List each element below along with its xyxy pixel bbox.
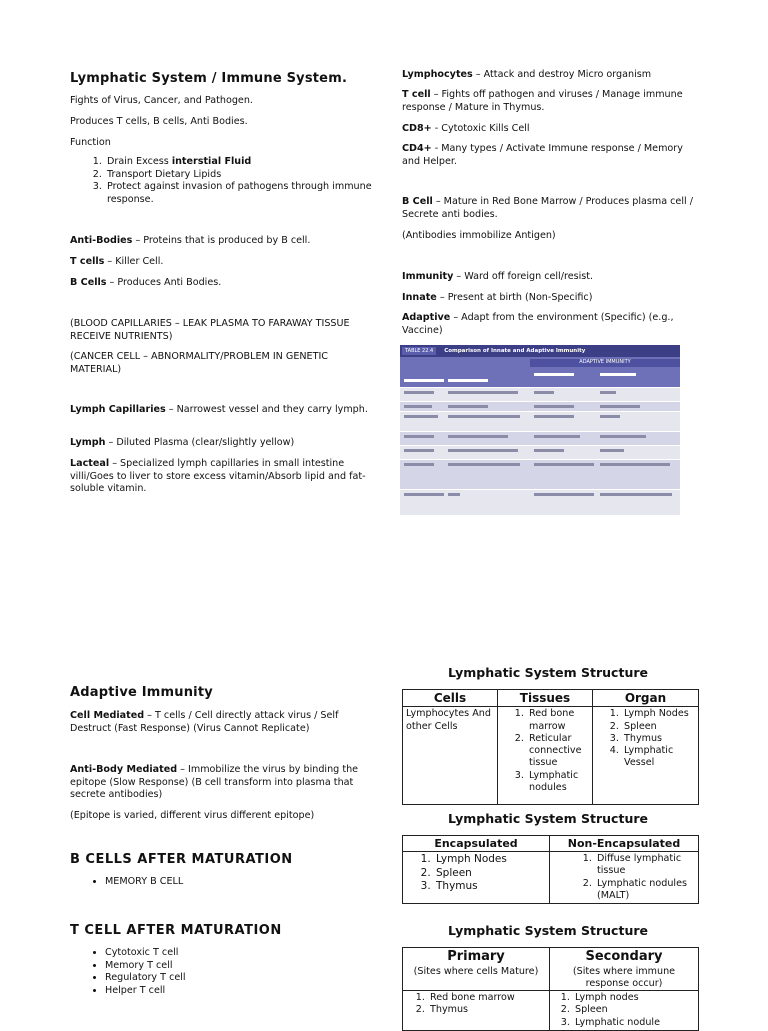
antibody-mediated-definition: Anti-Body Mediated – Immobilize the virus by binding the epitope (Slow Response) (B cell transform into plasma that secrete antibodies) — [70, 764, 359, 801]
cell-mediated-definition: Cell Mediated – T cells / Cell directly attack virus / Self Destruct (Fast Response) (Virus Cannot Replicate) — [70, 710, 339, 734]
tcell-after-maturation-list — [70, 947, 405, 998]
list-item: 2. Spleen — [573, 1004, 695, 1016]
table-cell — [403, 991, 550, 1031]
list-item: 1. Red bone marrow — [527, 708, 589, 733]
list-item: 2. Spleen — [434, 867, 546, 880]
primary-header: Primary — [447, 949, 505, 964]
secondary-subheader: (Sites where immune response occur) — [572, 965, 676, 989]
blood-capillaries-note: (BLOOD CAPILLARIES – LEAK PLASMA TO FARAWAY TISSUE RECEIVE NUTRIENTS) — [70, 318, 350, 342]
antibodies-definition: Anti-Bodies – Proteins that is produced by B cell. — [70, 235, 311, 246]
bcells-after-maturation-list — [70, 876, 405, 889]
table-image-tag: TABLE 22.4 — [402, 347, 436, 355]
epitope-note: (Epitope is varied, different virus different epitope) — [70, 810, 315, 821]
adaptive-immunity-title: Adaptive Immunity — [70, 685, 213, 700]
table-image-adaptive-header: ADAPTIVE IMMUNITY — [530, 359, 680, 367]
list-item: 2. Spleen — [622, 721, 695, 733]
table-image-header-text — [448, 379, 488, 382]
table-header: Organ — [593, 690, 699, 707]
table-image-row — [400, 459, 680, 490]
list-item: • Cytotoxic T cell — [105, 947, 405, 960]
function-item-2: 2. Transport Dietary Lipids — [105, 169, 405, 182]
cancer-cell-note: (CANCER CELL – ABNORMALITY/PROBLEM IN GENETIC MATERIAL) — [70, 351, 329, 375]
table-header: Encapsulated — [403, 836, 550, 852]
bcells-definition: B Cells – Produces Anti Bodies. — [70, 277, 222, 288]
list-item: 1. Lymph Nodes — [622, 708, 695, 720]
list-item: 1. Lymph nodes — [573, 992, 695, 1004]
table-image-header-text — [600, 373, 636, 376]
structure-table-1 — [402, 689, 699, 805]
tcells-definition: T cells – Killer Cell. — [70, 256, 164, 267]
innate-definition: Innate – Present at birth (Non-Specific) — [402, 292, 593, 303]
bcells-after-maturation-title: B CELLS AFTER MATURATION — [70, 852, 293, 867]
list-item: 2. Lymphatic nodules (MALT) — [595, 878, 695, 903]
table-image-title: Comparison of Innate and Adaptive Immunity — [444, 348, 586, 354]
table-image-row — [400, 387, 680, 402]
table-cell — [498, 707, 593, 805]
antibody-note: (Antibodies immobilize Antigen) — [402, 230, 556, 241]
table-header: Non-Encapsulated — [550, 836, 699, 852]
table-cell: Lymphocytes And other Cells — [403, 707, 498, 805]
function-item-3: 3. Protect against invasion of pathogens through immune response. — [105, 181, 405, 206]
table-image-header — [400, 357, 680, 387]
table-image-title-bar — [400, 345, 680, 357]
table-image-row — [400, 431, 680, 446]
list-item: 1. Red bone marrow — [428, 992, 546, 1004]
function-item-1: 1. Drain Excess interstial Fluid — [105, 156, 405, 169]
structure-table-3 — [402, 947, 699, 1031]
table-header: Tissues — [498, 690, 593, 707]
list-item: • Memory T cell — [105, 960, 405, 973]
table-cell — [550, 991, 699, 1031]
page-title: Lymphatic System / Immune System. — [70, 71, 348, 86]
cd4-definition: CD4+ - Many types / Activate Immune response / Memory and Helper. — [402, 143, 683, 167]
primary-subheader: (Sites where cells Mature) — [413, 965, 539, 977]
table-cell — [403, 852, 550, 904]
list-item: 2. Thymus — [428, 1004, 546, 1016]
secondary-header: Secondary — [585, 949, 663, 964]
lymph-capillaries-definition: Lymph Capillaries – Narrowest vessel and they carry lymph. — [70, 404, 368, 415]
structure-table-2 — [402, 835, 699, 904]
lymphocytes-definition: Lymphocytes – Attack and destroy Micro organism — [402, 69, 652, 80]
intro-line-2: Produces T cells, B cells, Anti Bodies. — [70, 116, 248, 127]
table-image-header-text — [534, 373, 574, 376]
table-image-header-text — [404, 379, 444, 382]
bcell-definition: B Cell – Mature in Red Bone Marrow / Produces plasma cell / Secrete anti bodies. — [402, 196, 693, 220]
list-item: 1. Diffuse lymphatic tissue — [595, 853, 695, 878]
structure-table-2-title: Lymphatic System Structure — [448, 811, 648, 826]
tcell-after-maturation-title: T CELL AFTER MATURATION — [70, 923, 282, 938]
structure-table-1-title: Lymphatic System Structure — [448, 665, 648, 680]
table-header: Cells — [403, 690, 498, 707]
lymph-definition: Lymph – Diluted Plasma (clear/slightly yellow) — [70, 437, 295, 448]
list-item: 1. Lymph Nodes — [434, 853, 546, 866]
table-image-row — [400, 445, 680, 460]
intro-line-1: Fights of Virus, Cancer, and Pathogen. — [70, 95, 253, 106]
list-item: 2. Reticular connective tissue — [527, 733, 589, 770]
table-cell — [550, 852, 699, 904]
table-header — [403, 948, 550, 991]
list-item: • MEMORY B CELL — [105, 876, 405, 889]
list-item: 3. Lymphatic nodules — [527, 770, 589, 795]
list-item: 3. Thymus — [434, 880, 546, 893]
innate-adaptive-comparison-table-image — [400, 345, 680, 515]
table-image-row — [400, 489, 680, 515]
function-label: Function — [70, 137, 111, 148]
table-header — [550, 948, 699, 991]
lacteal-definition: Lacteal – Specialized lymph capillaries in small intestine villi/Goes to liver to store excess vitamin/Absorb lipid and fat-soluble vitamin. — [70, 458, 366, 495]
structure-table-3-title: Lymphatic System Structure — [448, 923, 648, 938]
list-item: • Regulatory T cell — [105, 972, 405, 985]
table-cell — [593, 707, 699, 805]
tcell-definition: T cell – Fights off pathogen and viruses / Manage immune response / Mature in Thymus. — [402, 89, 683, 113]
list-item: 3. Lymphatic nodule — [573, 1017, 695, 1029]
table-image-row — [400, 411, 680, 432]
function-list — [70, 156, 405, 207]
list-item: 3. Thymus — [622, 733, 695, 745]
cd8-definition: CD8+ - Cytotoxic Kills Cell — [402, 123, 530, 134]
list-item: • Helper T cell — [105, 985, 405, 998]
adaptive-definition: Adaptive – Adapt from the environment (Specific) (e.g., Vaccine) — [402, 312, 674, 336]
list-item: 4. Lymphatic Vessel — [622, 745, 695, 770]
immunity-definition: Immunity – Ward off foreign cell/resist. — [402, 271, 594, 282]
